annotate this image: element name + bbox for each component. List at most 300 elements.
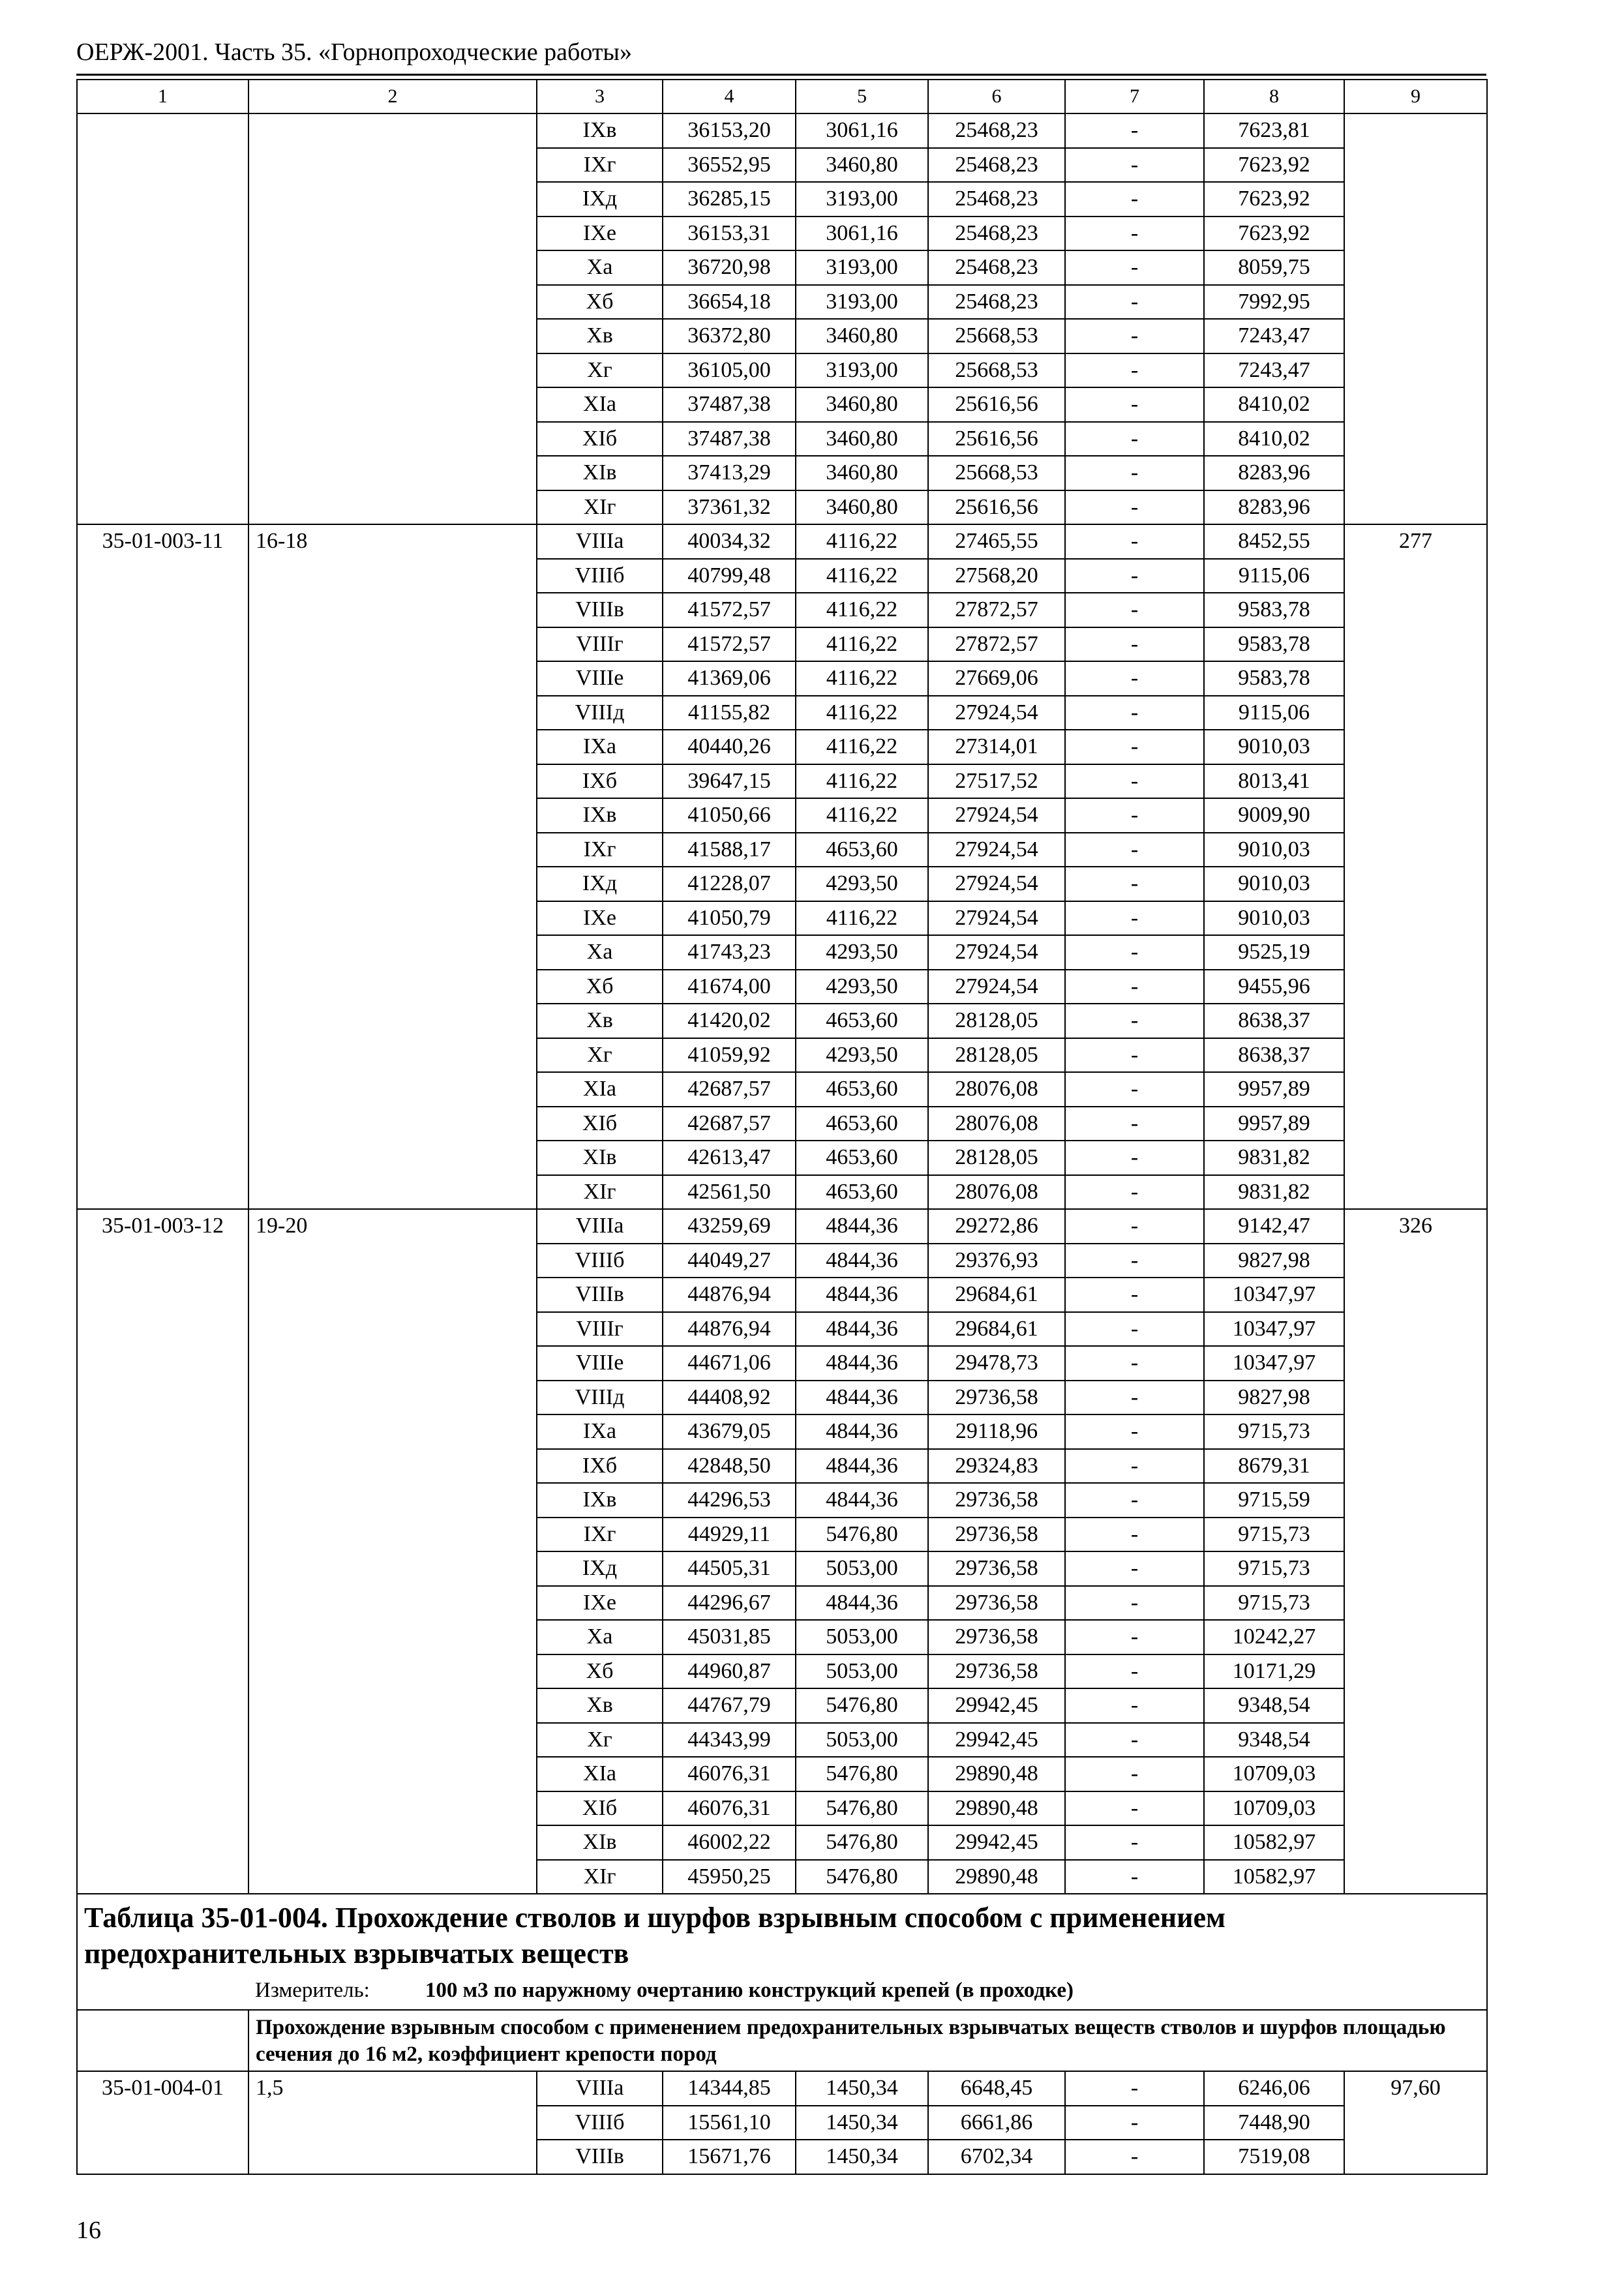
total-cost-cell: 44049,27 <box>663 1244 796 1278</box>
machines-cell: 25616,56 <box>928 387 1065 422</box>
machines-cell: 29684,61 <box>928 1312 1065 1347</box>
materials-cell: 8638,37 <box>1204 1004 1344 1038</box>
materials-cell: 8013,41 <box>1204 764 1344 799</box>
machines-cell: 6661,86 <box>928 2106 1065 2140</box>
machines-cell: 25468,23 <box>928 250 1065 285</box>
total-cost-cell: 44876,94 <box>663 1278 796 1312</box>
wages-cell: 4116,22 <box>796 524 928 559</box>
wages-cell: 4653,60 <box>796 1107 928 1141</box>
materials-cell: 9957,89 <box>1204 1107 1344 1141</box>
machinist-wages-cell: - <box>1065 2106 1204 2140</box>
machinist-wages-cell: - <box>1065 387 1204 422</box>
total-cost-cell: 37361,32 <box>663 490 796 525</box>
machines-cell: 27314,01 <box>928 730 1065 764</box>
rate-code-cell: 35-01-003-11 <box>77 524 248 1209</box>
wages-cell: 4116,22 <box>796 798 928 833</box>
total-cost-cell: 45031,85 <box>663 1620 796 1654</box>
section-cell: 1,5 <box>248 2071 537 2174</box>
total-cost-cell: 46076,31 <box>663 1791 796 1826</box>
machines-cell: 29478,73 <box>928 1346 1065 1381</box>
class-cell: IXб <box>537 1449 663 1484</box>
column-number: 1 <box>77 80 248 113</box>
machinist-wages-cell: - <box>1065 250 1204 285</box>
machines-cell: 27872,57 <box>928 593 1065 627</box>
machinist-wages-cell: - <box>1065 1620 1204 1654</box>
machines-cell: 27568,20 <box>928 559 1065 593</box>
class-cell: Xг <box>537 1038 663 1073</box>
machinist-wages-cell: - <box>1065 422 1204 456</box>
materials-cell: 7519,08 <box>1204 2140 1344 2174</box>
machines-cell: 27669,06 <box>928 661 1065 696</box>
materials-cell: 9348,54 <box>1204 1688 1344 1723</box>
total-cost-cell: 41674,00 <box>663 970 796 1004</box>
materials-cell: 9009,90 <box>1204 798 1344 833</box>
labor-cost-cell: 97,60 <box>1344 2071 1487 2174</box>
wages-cell: 4116,22 <box>796 627 928 662</box>
machinist-wages-cell: - <box>1065 285 1204 320</box>
class-cell: VIIIб <box>537 1244 663 1278</box>
wages-cell: 4844,36 <box>796 1483 928 1518</box>
class-cell: IXе <box>537 217 663 251</box>
wages-cell: 4844,36 <box>796 1209 928 1244</box>
materials-cell: 8410,02 <box>1204 422 1344 456</box>
machinist-wages-cell: - <box>1065 1244 1204 1278</box>
materials-cell: 9525,19 <box>1204 935 1344 970</box>
machinist-wages-cell: - <box>1065 901 1204 936</box>
wages-cell: 4844,36 <box>796 1278 928 1312</box>
header-rule <box>76 74 1486 76</box>
machines-cell: 29890,48 <box>928 1757 1065 1791</box>
rates-table <box>76 79 1488 2175</box>
machines-cell: 29272,86 <box>928 1209 1065 1244</box>
total-cost-cell: 15671,76 <box>663 2140 796 2174</box>
class-cell: IXд <box>537 182 663 217</box>
machines-cell: 29376,93 <box>928 1244 1065 1278</box>
machinist-wages-cell: - <box>1065 833 1204 867</box>
total-cost-cell: 42687,57 <box>663 1107 796 1141</box>
total-cost-cell: 44767,79 <box>663 1688 796 1723</box>
rate-code-cell: 35-01-003-12 <box>77 1209 248 1894</box>
class-cell: VIIIб <box>537 559 663 593</box>
machinist-wages-cell: - <box>1065 1072 1204 1107</box>
machinist-wages-cell: - <box>1065 1791 1204 1826</box>
machinist-wages-cell: - <box>1065 593 1204 627</box>
materials-cell: 8283,96 <box>1204 456 1344 490</box>
class-cell: XIб <box>537 422 663 456</box>
wages-cell: 1450,34 <box>796 2106 928 2140</box>
class-cell: VIIIб <box>537 2106 663 2140</box>
total-cost-cell: 44671,06 <box>663 1346 796 1381</box>
wages-cell: 3460,80 <box>796 456 928 490</box>
machinist-wages-cell: - <box>1065 2071 1204 2106</box>
column-number: 3 <box>537 80 663 113</box>
total-cost-cell: 44343,99 <box>663 1723 796 1758</box>
column-number: 5 <box>796 80 928 113</box>
total-cost-cell: 39647,15 <box>663 764 796 799</box>
class-cell: IXв <box>537 1483 663 1518</box>
machines-cell: 25468,23 <box>928 217 1065 251</box>
class-cell: VIIIв <box>537 2140 663 2174</box>
wages-cell: 4844,36 <box>796 1381 928 1415</box>
column-number-row <box>77 80 1487 113</box>
total-cost-cell: 42613,47 <box>663 1141 796 1175</box>
total-cost-cell: 41155,82 <box>663 696 796 730</box>
wages-cell: 5476,80 <box>796 1518 928 1552</box>
total-cost-cell: 44960,87 <box>663 1654 796 1689</box>
machines-cell: 27465,55 <box>928 524 1065 559</box>
class-cell: VIIIе <box>537 1346 663 1381</box>
materials-cell: 9583,78 <box>1204 661 1344 696</box>
materials-cell: 9010,03 <box>1204 867 1344 901</box>
materials-cell: 8679,31 <box>1204 1449 1344 1484</box>
class-cell: Xа <box>537 250 663 285</box>
machines-cell: 25468,23 <box>928 182 1065 217</box>
labor-cost-cell: 277 <box>1344 524 1487 1209</box>
class-cell: XIв <box>537 456 663 490</box>
machinist-wages-cell: - <box>1065 935 1204 970</box>
total-cost-cell: 42561,50 <box>663 1175 796 1210</box>
wages-cell: 3460,80 <box>796 319 928 353</box>
wages-cell: 4116,22 <box>796 696 928 730</box>
materials-cell: 9827,98 <box>1204 1244 1344 1278</box>
machines-cell: 29736,58 <box>928 1518 1065 1552</box>
machinist-wages-cell: - <box>1065 1175 1204 1210</box>
machinist-wages-cell: - <box>1065 1312 1204 1347</box>
wages-cell: 3193,00 <box>796 182 928 217</box>
class-cell: XIа <box>537 1757 663 1791</box>
materials-cell: 10709,03 <box>1204 1791 1344 1826</box>
machines-cell: 29684,61 <box>928 1278 1065 1312</box>
total-cost-cell: 44296,67 <box>663 1586 796 1621</box>
total-cost-cell: 41588,17 <box>663 833 796 867</box>
description-row <box>77 2010 1487 2071</box>
machinist-wages-cell: - <box>1065 1757 1204 1791</box>
wages-cell: 5476,80 <box>796 1791 928 1826</box>
class-cell: Xв <box>537 1004 663 1038</box>
total-cost-cell: 41420,02 <box>663 1004 796 1038</box>
machinist-wages-cell: - <box>1065 1586 1204 1621</box>
measure-value: 100 м3 по наружному очертанию конструкций крепей (в проходке) <box>425 1979 1074 2002</box>
materials-cell: 9010,03 <box>1204 833 1344 867</box>
wages-cell: 4844,36 <box>796 1449 928 1484</box>
materials-cell: 10242,27 <box>1204 1620 1344 1654</box>
wages-cell: 3460,80 <box>796 490 928 525</box>
class-cell: XIб <box>537 1107 663 1141</box>
description-empty-cell <box>77 2010 248 2071</box>
materials-cell: 10582,97 <box>1204 1825 1344 1860</box>
total-cost-cell: 41059,92 <box>663 1038 796 1073</box>
table-title-row <box>77 1894 1487 2010</box>
wages-cell: 3061,16 <box>796 113 928 148</box>
machinist-wages-cell: - <box>1065 1723 1204 1758</box>
machines-cell: 29736,58 <box>928 1483 1065 1518</box>
machinist-wages-cell: - <box>1065 559 1204 593</box>
class-cell: XIг <box>537 1175 663 1210</box>
class-cell: XIг <box>537 490 663 525</box>
materials-cell: 7623,92 <box>1204 217 1344 251</box>
materials-cell: 8059,75 <box>1204 250 1344 285</box>
total-cost-cell: 46002,22 <box>663 1825 796 1860</box>
materials-cell: 9715,59 <box>1204 1483 1344 1518</box>
materials-cell: 9715,73 <box>1204 1414 1344 1449</box>
table-row <box>77 1209 1487 1244</box>
materials-cell: 10171,29 <box>1204 1654 1344 1689</box>
total-cost-cell: 41050,79 <box>663 901 796 936</box>
wages-cell: 4653,60 <box>796 1072 928 1107</box>
machinist-wages-cell: - <box>1065 696 1204 730</box>
class-cell: VIIIе <box>537 661 663 696</box>
machines-cell: 28128,05 <box>928 1038 1065 1073</box>
wages-cell: 3193,00 <box>796 285 928 320</box>
class-cell: IXе <box>537 901 663 936</box>
machines-cell: 29890,48 <box>928 1791 1065 1826</box>
class-cell: Xг <box>537 1723 663 1758</box>
class-cell: IXг <box>537 1518 663 1552</box>
materials-cell: 9957,89 <box>1204 1072 1344 1107</box>
machinist-wages-cell: - <box>1065 764 1204 799</box>
total-cost-cell: 36720,98 <box>663 250 796 285</box>
class-cell: IXг <box>537 833 663 867</box>
machinist-wages-cell: - <box>1065 1346 1204 1381</box>
machinist-wages-cell: - <box>1065 1004 1204 1038</box>
class-cell: Xв <box>537 1688 663 1723</box>
wages-cell: 4116,22 <box>796 661 928 696</box>
measure-label: Измеритель: <box>255 1979 370 2002</box>
machinist-wages-cell: - <box>1065 1381 1204 1415</box>
materials-cell: 9010,03 <box>1204 730 1344 764</box>
machines-cell: 28076,08 <box>928 1072 1065 1107</box>
machines-cell: 29942,45 <box>928 1723 1065 1758</box>
materials-cell: 9827,98 <box>1204 1381 1344 1415</box>
total-cost-cell: 36654,18 <box>663 285 796 320</box>
materials-cell: 9831,82 <box>1204 1175 1344 1210</box>
machinist-wages-cell: - <box>1065 1278 1204 1312</box>
wages-cell: 4293,50 <box>796 970 928 1004</box>
machinist-wages-cell: - <box>1065 1551 1204 1586</box>
wages-cell: 4116,22 <box>796 559 928 593</box>
materials-cell: 9348,54 <box>1204 1723 1344 1758</box>
machines-cell: 25668,53 <box>928 456 1065 490</box>
total-cost-cell: 14344,85 <box>663 2071 796 2106</box>
total-cost-cell: 40440,26 <box>663 730 796 764</box>
machinist-wages-cell: - <box>1065 1449 1204 1484</box>
total-cost-cell: 36372,80 <box>663 319 796 353</box>
wages-cell: 4116,22 <box>796 901 928 936</box>
wages-cell: 3193,00 <box>796 353 928 388</box>
machinist-wages-cell: - <box>1065 1038 1204 1073</box>
materials-cell: 9010,03 <box>1204 901 1344 936</box>
class-cell: IXе <box>537 1586 663 1621</box>
machines-cell: 25468,23 <box>928 285 1065 320</box>
total-cost-cell: 44929,11 <box>663 1518 796 1552</box>
machines-cell: 6648,45 <box>928 2071 1065 2106</box>
total-cost-cell: 37487,38 <box>663 422 796 456</box>
wages-cell: 4844,36 <box>796 1346 928 1381</box>
description-cell: Прохождение взрывным способом с применением предохранительных взрывчатых веществ стволов и шурфов площадью сечения до 16 м2, коэффициент крепости пород <box>248 2010 1487 2071</box>
class-cell: XIв <box>537 1141 663 1175</box>
class-cell: XIа <box>537 1072 663 1107</box>
total-cost-cell: 36153,31 <box>663 217 796 251</box>
class-cell: IXд <box>537 1551 663 1586</box>
materials-cell: 8410,02 <box>1204 387 1344 422</box>
machinist-wages-cell: - <box>1065 970 1204 1004</box>
labor-cost-cell: 326 <box>1344 1209 1487 1894</box>
total-cost-cell: 41228,07 <box>663 867 796 901</box>
total-cost-cell: 37487,38 <box>663 387 796 422</box>
materials-cell: 9583,78 <box>1204 627 1344 662</box>
materials-cell: 10347,97 <box>1204 1312 1344 1347</box>
wages-cell: 1450,34 <box>796 2140 928 2174</box>
machines-cell: 25616,56 <box>928 422 1065 456</box>
wages-cell: 5053,00 <box>796 1723 928 1758</box>
machines-cell: 29736,58 <box>928 1551 1065 1586</box>
machines-cell: 27924,54 <box>928 798 1065 833</box>
total-cost-cell: 15561,10 <box>663 2106 796 2140</box>
materials-cell: 8638,37 <box>1204 1038 1344 1073</box>
materials-cell: 7243,47 <box>1204 319 1344 353</box>
materials-cell: 10582,97 <box>1204 1860 1344 1894</box>
wages-cell: 4653,60 <box>796 1175 928 1210</box>
machines-cell: 25668,53 <box>928 319 1065 353</box>
wages-cell: 4116,22 <box>796 730 928 764</box>
machines-cell: 28128,05 <box>928 1004 1065 1038</box>
total-cost-cell: 36552,95 <box>663 148 796 183</box>
wages-cell: 4116,22 <box>796 764 928 799</box>
machines-cell: 28128,05 <box>928 1141 1065 1175</box>
wages-cell: 1450,34 <box>796 2071 928 2106</box>
materials-cell: 10347,97 <box>1204 1346 1344 1381</box>
wages-cell: 4844,36 <box>796 1312 928 1347</box>
machines-cell: 28076,08 <box>928 1107 1065 1141</box>
machines-cell: 25468,23 <box>928 113 1065 148</box>
materials-cell: 8452,55 <box>1204 524 1344 559</box>
class-cell: Xа <box>537 1620 663 1654</box>
machines-cell: 27924,54 <box>928 867 1065 901</box>
rate-code-cell: 35-01-004-01 <box>77 2071 248 2174</box>
materials-cell: 9715,73 <box>1204 1586 1344 1621</box>
machines-cell: 29324,83 <box>928 1449 1065 1484</box>
materials-cell: 9115,06 <box>1204 696 1344 730</box>
table-row <box>77 113 1487 148</box>
column-number: 6 <box>928 80 1065 113</box>
page-header: ОЕРЖ-2001. Часть 35. «Горнопроходческие работы» <box>76 38 632 66</box>
materials-cell: 9583,78 <box>1204 593 1344 627</box>
total-cost-cell: 41050,66 <box>663 798 796 833</box>
machines-cell: 27872,57 <box>928 627 1065 662</box>
materials-cell: 9142,47 <box>1204 1209 1344 1244</box>
machinist-wages-cell: - <box>1065 1654 1204 1689</box>
total-cost-cell: 41572,57 <box>663 593 796 627</box>
column-number: 9 <box>1344 80 1487 113</box>
column-number: 4 <box>663 80 796 113</box>
total-cost-cell: 44505,31 <box>663 1551 796 1586</box>
wages-cell: 5476,80 <box>796 1757 928 1791</box>
wages-cell: 4293,50 <box>796 1038 928 1073</box>
machines-cell: 29118,96 <box>928 1414 1065 1449</box>
machines-cell: 28076,08 <box>928 1175 1065 1210</box>
class-cell: VIIIа <box>537 2071 663 2106</box>
class-cell: IXа <box>537 730 663 764</box>
section-cell: 19-20 <box>248 1209 537 1894</box>
materials-cell: 7992,95 <box>1204 285 1344 320</box>
total-cost-cell: 36285,15 <box>663 182 796 217</box>
wages-cell: 5053,00 <box>796 1620 928 1654</box>
machines-cell: 29942,45 <box>928 1688 1065 1723</box>
machinist-wages-cell: - <box>1065 867 1204 901</box>
class-cell: XIг <box>537 1860 663 1894</box>
total-cost-cell: 45950,25 <box>663 1860 796 1894</box>
wages-cell: 4293,50 <box>796 935 928 970</box>
materials-cell: 9455,96 <box>1204 970 1344 1004</box>
table-title: Таблица 35-01-004. Прохождение стволов и шурфов взрывным способом с применением предохранительных взрывчатых веществ <box>84 1902 1226 1969</box>
class-cell: VIIIг <box>537 1312 663 1347</box>
machines-cell: 27924,54 <box>928 833 1065 867</box>
total-cost-cell: 44296,53 <box>663 1483 796 1518</box>
machinist-wages-cell: - <box>1065 524 1204 559</box>
wages-cell: 4844,36 <box>796 1586 928 1621</box>
section-cell: 16-18 <box>248 524 537 1209</box>
machines-cell: 29942,45 <box>928 1825 1065 1860</box>
machinist-wages-cell: - <box>1065 1141 1204 1175</box>
machinist-wages-cell: - <box>1065 456 1204 490</box>
wages-cell: 4653,60 <box>796 1004 928 1038</box>
machinist-wages-cell: - <box>1065 1860 1204 1894</box>
materials-cell: 6246,06 <box>1204 2071 1344 2106</box>
wages-cell: 5476,80 <box>796 1825 928 1860</box>
class-cell: IXб <box>537 764 663 799</box>
class-cell: IXв <box>537 113 663 148</box>
machinist-wages-cell: - <box>1065 798 1204 833</box>
wages-cell: 5476,80 <box>796 1860 928 1894</box>
machines-cell: 27924,54 <box>928 970 1065 1004</box>
measure-line <box>84 1971 1480 2007</box>
class-cell: Xв <box>537 319 663 353</box>
machinist-wages-cell: - <box>1065 730 1204 764</box>
machines-cell: 27924,54 <box>928 696 1065 730</box>
materials-cell: 9831,82 <box>1204 1141 1344 1175</box>
machinist-wages-cell: - <box>1065 113 1204 148</box>
class-cell: IXд <box>537 867 663 901</box>
wages-cell: 4653,60 <box>796 1141 928 1175</box>
total-cost-cell: 42687,57 <box>663 1072 796 1107</box>
machinist-wages-cell: - <box>1065 1107 1204 1141</box>
wages-cell: 4844,36 <box>796 1414 928 1449</box>
total-cost-cell: 43259,69 <box>663 1209 796 1244</box>
machines-cell: 29736,58 <box>928 1620 1065 1654</box>
class-cell: VIIIд <box>537 1381 663 1415</box>
materials-cell: 8283,96 <box>1204 490 1344 525</box>
machinist-wages-cell: - <box>1065 661 1204 696</box>
wages-cell: 4653,60 <box>796 833 928 867</box>
table-title-cell <box>77 1894 1487 2010</box>
class-cell: Xб <box>537 285 663 320</box>
machines-cell: 27517,52 <box>928 764 1065 799</box>
machines-cell: 27924,54 <box>928 901 1065 936</box>
materials-cell: 7448,90 <box>1204 2106 1344 2140</box>
machinist-wages-cell: - <box>1065 1518 1204 1552</box>
total-cost-cell: 41572,57 <box>663 627 796 662</box>
machines-cell: 25468,23 <box>928 148 1065 183</box>
wages-cell: 3460,80 <box>796 422 928 456</box>
class-cell: VIIIв <box>537 593 663 627</box>
rate-code-cell <box>77 113 248 524</box>
machines-cell: 6702,34 <box>928 2140 1065 2174</box>
total-cost-cell: 40799,48 <box>663 559 796 593</box>
machines-cell: 29736,58 <box>928 1381 1065 1415</box>
class-cell: XIб <box>537 1791 663 1826</box>
table-row <box>77 2071 1487 2106</box>
machines-cell: 25668,53 <box>928 353 1065 388</box>
